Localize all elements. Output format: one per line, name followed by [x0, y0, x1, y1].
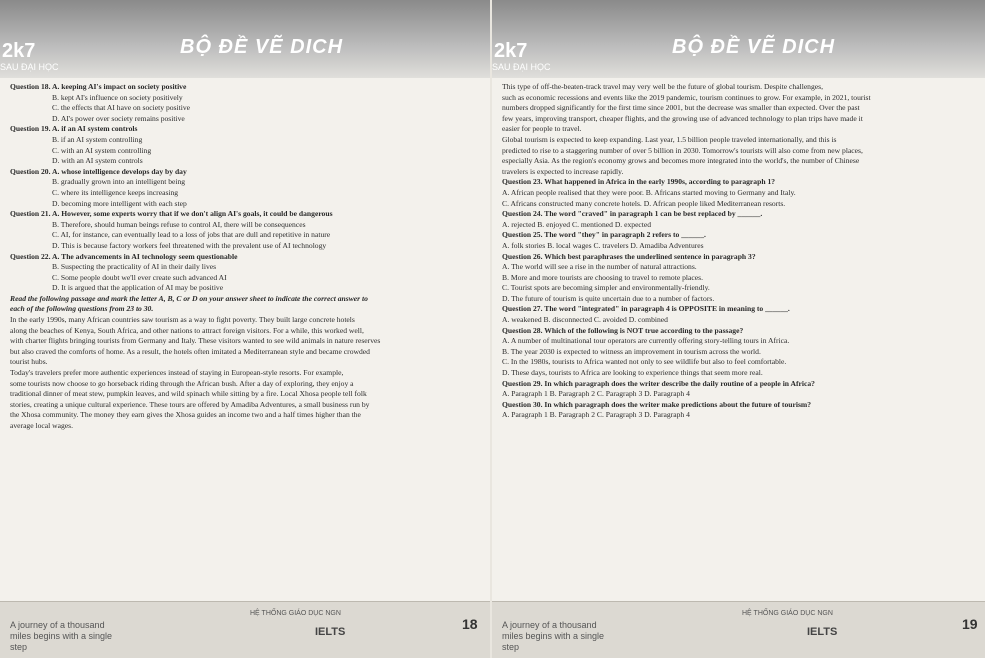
- text-line: Question 23. What happened in Africa in the early 1990s, according to paragraph 1?: [502, 177, 776, 187]
- left-footer-brand: IELTS: [315, 626, 346, 638]
- text-line: easier for people to travel.: [502, 124, 582, 134]
- text-line: some tourists now choose to go horseback riding through the African bush. After a day of exploring, they enjoy a: [10, 378, 354, 388]
- text-line: Question 26. Which best paraphrases the underlined sentence in paragraph 3?: [502, 251, 756, 261]
- right-brand: 2k7: [494, 40, 528, 62]
- text-line: A. weakened B. disconnected C. avoided D. combined: [502, 315, 668, 325]
- text-line: Question 25. The word "they" in paragraph 2 refers to ______.: [502, 230, 706, 240]
- left-header-band: [0, 0, 490, 78]
- text-line: A. Paragraph 1 B. Paragraph 2 C. Paragraph 3 D. Paragraph 4: [502, 410, 690, 420]
- right-content: [502, 82, 975, 421]
- right-page: [492, 0, 985, 658]
- text-line: traditional dinner of meat stew, pumpkin leaves, and wild spinach while sitting by a fire. Local Xhosa people tell folk: [10, 389, 367, 399]
- right-footer-brand: IELTS: [807, 626, 838, 638]
- text-line: B. if an AI system controlling: [52, 134, 143, 144]
- right-footer: [492, 601, 985, 658]
- text-line: D. becoming more intelligent with each step: [52, 198, 187, 208]
- text-line: Question 28. Which of the following is NOT true according to the passage?: [502, 325, 744, 335]
- text-line: A. African people realised that they were poor. B. Africans started moving to Germany and Italy.: [502, 187, 796, 197]
- text-line: D. These days, tourists to Africa are looking to experience things that seem more real.: [502, 368, 763, 378]
- left-page: [0, 0, 490, 658]
- text-line: B. Suspecting the practicality of AI in their daily lives: [52, 262, 217, 272]
- left-footer: [0, 601, 490, 658]
- right-subtitle: SAU ĐẠI HỌC: [492, 62, 551, 72]
- right-page-number: 19: [962, 616, 978, 632]
- left-page-number: 18: [462, 616, 478, 632]
- text-line: C. with an AI system controlling: [52, 145, 152, 155]
- left-footer-slogan: A journey of a thousand miles begins with a single step: [10, 620, 113, 652]
- text-line: especially Asia. As the region's economy grows and becomes more integrated into the world's, the number of Chinese: [502, 156, 860, 166]
- text-line: C. Africans constructed many concrete hotels. D. African people liked Mediterranean resorts.: [502, 198, 786, 208]
- text-line: D. It is argued that the application of AI may be positive: [52, 283, 224, 293]
- text-line: B. gradually grown into an intelligent being: [52, 177, 186, 187]
- right-footer-org: HỆ THỐNG GIÁO DỤC NGN: [742, 610, 833, 617]
- text-line: Question 18. A. keeping AI's impact on society positive: [10, 82, 187, 91]
- text-line: such as economic recessions and events like the 2019 pandemic, tourism continues to grow. For example, in 2021, tourist: [502, 92, 871, 102]
- left-content: [10, 82, 480, 432]
- text-line: A. rejected B. enjoyed C. mentioned D. expected: [502, 219, 652, 229]
- text-line: predicted to rise to a staggering number of over 5 billion in 2030. Tomorrow's tourists will also come from new places,: [502, 145, 863, 155]
- text-line: each of the following questions from 23 to 30.: [10, 304, 154, 314]
- text-line: stories, creating a unique cultural experience. These tours are offered by Amadiba Adventures, a small business run by: [10, 399, 370, 409]
- text-line: B. More and more tourists are choosing to travel to remote places.: [502, 272, 703, 282]
- text-line: travelers is expected to increase rapidly.: [502, 166, 624, 176]
- text-line: D. This is because factory workers feel threatened with the prevalent use of AI technology: [52, 240, 327, 250]
- text-line: A. A number of multinational tour operators are currently offering story-telling tours in Africa.: [502, 336, 790, 346]
- text-line: few years, improving transport, cheaper flights, and the growing use of advanced technology to plan trips have made it: [502, 113, 863, 123]
- text-line: Read the following passage and mark the letter A, B, C or D on your answer sheet to indicate the correct answer to: [10, 293, 368, 303]
- text-line: A. folk stories B. local wages C. travelers D. Amadiba Adventures: [502, 240, 704, 250]
- right-header-band: [492, 0, 985, 78]
- text-line: tourist hubs.: [10, 357, 48, 367]
- text-line: C. AI, for instance, can eventually lead to a loss of jobs that are dull and repetitive in nature: [52, 230, 331, 240]
- text-line: B. kept AI's influence on society positively: [52, 92, 183, 102]
- text-line: but also craved the comforts of home. As a result, the hotels often imitated a Mediterranean style and became crowded: [10, 346, 370, 356]
- left-footer-org: HỆ THỐNG GIÁO DỤC NGN: [250, 610, 341, 617]
- right-footer-slogan: A journey of a thousand miles begins with a single step: [502, 620, 605, 652]
- text-line: Question 30. In which paragraph does the writer make predictions about the future of tourism?: [502, 399, 812, 409]
- text-line: Global tourism is expected to keep expanding. Last year, 1.5 billion people traveled internationally, and this is: [502, 134, 837, 144]
- right-title: BỘ ĐỀ VẼ DICH: [672, 36, 836, 58]
- text-line: A. Paragraph 1 B. Paragraph 2 C. Paragraph 3 D. Paragraph 4: [502, 389, 690, 399]
- text-line: B. The year 2030 is expected to witness an improvement in tourism across the world.: [502, 346, 761, 356]
- text-line: the Xhosa community. The money they earn gives the Xhosa guides an income two and a half times higher than the: [10, 410, 361, 420]
- left-subtitle: SAU ĐẠI HỌC: [0, 62, 59, 72]
- text-line: Today's travelers prefer more authentic experiences instead of staying in European-style resorts. For example,: [10, 368, 344, 378]
- text-line: Question 21. A. However, some experts worry that if we don't align AI's goals, it could be dangerous: [10, 209, 333, 219]
- text-line: along the beaches of Kenya, South Africa, and other nations to attract foreign visitors. For a while, this worked well,: [10, 325, 364, 335]
- text-line: numbers dropped significantly for the first time since 2001, but the decrease was smaller than expected. Over the past: [502, 103, 860, 113]
- text-line: Question 20. A. whose intelligence develops day by day: [10, 166, 187, 176]
- text-line: C. Tourist spots are becoming simpler and environmentally-friendly.: [502, 283, 710, 293]
- text-line: D. with an AI system controls: [52, 156, 143, 166]
- text-line: average local wages.: [10, 421, 74, 430]
- text-line: In the early 1990s, many African countries saw tourism as a way to fight poverty. They built large concrete hotels: [10, 315, 355, 325]
- text-line: D. AI's power over society remains positive: [52, 113, 185, 123]
- text-line: Question 29. In which paragraph does the writer describe the daily routine of a people in Africa?: [502, 378, 815, 388]
- text-line: C. In the 1980s, tourists to Africa wanted not only to see wildlife but also to feel comfortable.: [502, 357, 787, 367]
- text-line: This type of off-the-beaten-track travel may very well be the future of global tourism. Despite challenges,: [502, 82, 824, 91]
- text-line: Question 27. The word "integrated" in paragraph 4 is OPPOSITE in meaning to ______.: [502, 304, 790, 314]
- text-line: C. Some people doubt we'll ever create such advanced AI: [52, 272, 227, 282]
- text-line: D. The future of tourism is quite uncertain due to a number of factors.: [502, 293, 715, 303]
- text-line: A. The world will see a rise in the number of natural attractions.: [502, 262, 697, 272]
- text-line: C. where its intelligence keeps increasing: [52, 187, 179, 197]
- text-line: B. Therefore, should human beings refuse to control AI, there will be consequences: [52, 219, 306, 229]
- text-line: Question 22. A. The advancements in AI technology seem questionable: [10, 251, 238, 261]
- text-line: with charter flights bringing tourists from Germany and Italy. These visitors wanted to see wild animals in nature reserves: [10, 336, 381, 346]
- text-line: C. the effects that AI have on society positive: [52, 103, 190, 113]
- left-brand: 2k7: [2, 40, 36, 62]
- left-title: BỘ ĐỀ VẼ DICH: [180, 36, 344, 58]
- text-line: Question 19. A. if an AI system controls: [10, 124, 138, 134]
- text-line: Question 24. The word "craved" in paragraph 1 can be best replaced by ______.: [502, 209, 763, 219]
